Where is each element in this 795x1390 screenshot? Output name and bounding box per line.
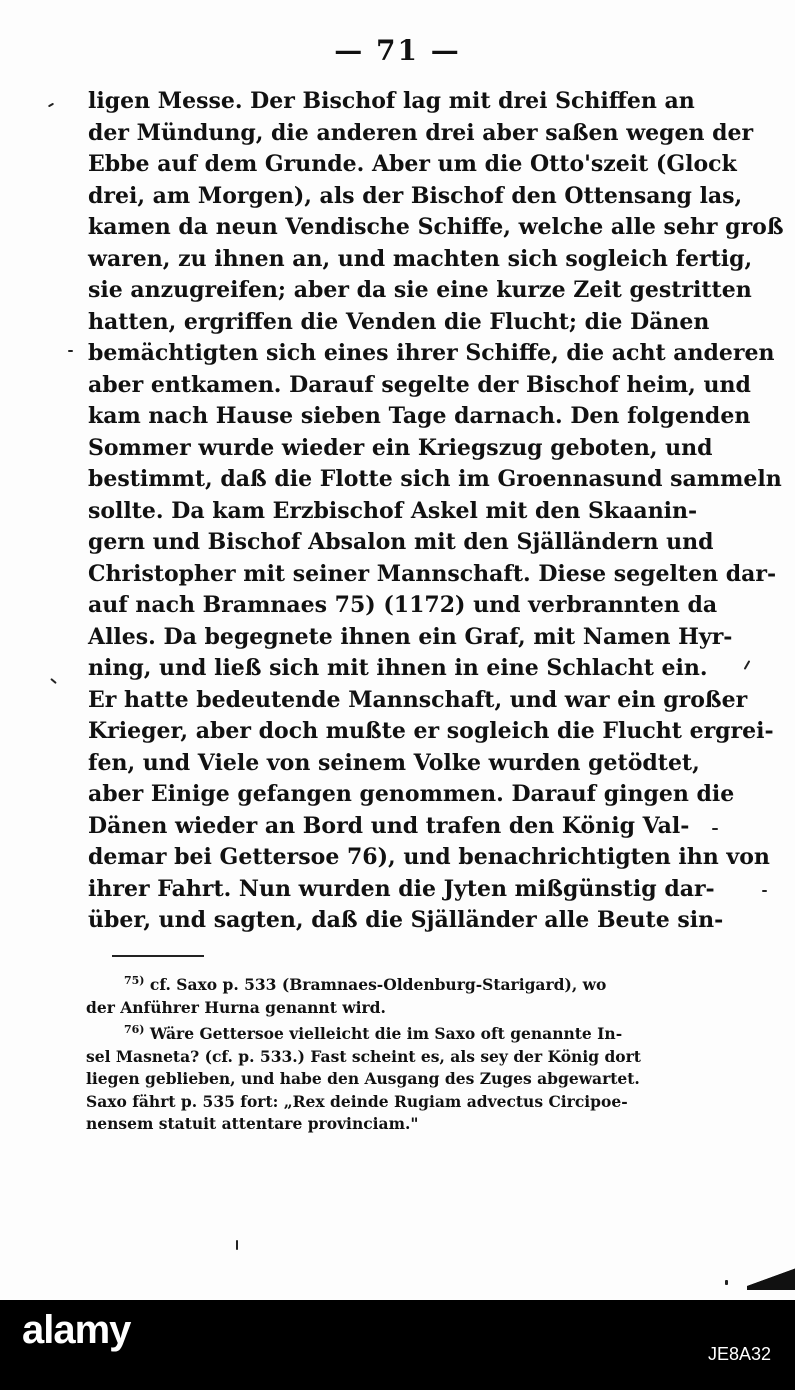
text-line: aber entkamen. Darauf segelte der Bischof heim, und <box>88 371 751 398</box>
text-line: fen, und Viele von seinem Volke wurden getödtet, <box>88 749 700 776</box>
text-line: Christopher mit seiner Mannschaft. Diese segelten dar- <box>88 560 777 587</box>
footnote-text: Wäre Gettersoe vielleicht die im Saxo oft genannte In- <box>149 1024 623 1044</box>
text-line: ihrer Fahrt. Nun wurden die Jyten mißgünstig dar- <box>88 875 715 902</box>
text-line: der Mündung, die anderen drei aber saßen wegen der <box>88 119 754 146</box>
footnote-separator <box>112 955 204 957</box>
scan-speck <box>762 890 767 892</box>
footnote-ref: 76) <box>124 1023 145 1037</box>
footnote-text: Saxo fährt p. 535 fort: „Rex deinde Rugiam advectus Circipoe- <box>86 1091 628 1111</box>
text-line: sollte. Da kam Erzbischof Askel mit den Skaanin- <box>88 497 698 524</box>
text-line: Sommer wurde wieder ein Kriegszug geboten, und <box>88 434 713 461</box>
text-line: kam nach Hause sieben Tage darnach. Den folgenden <box>88 403 751 429</box>
scan-speck <box>236 1240 238 1250</box>
scan-corner-shadow <box>747 1268 795 1290</box>
text-line: demar bei Gettersoe 76), und benachrichtigten ihn von <box>88 844 770 870</box>
text-line: Alles. Da begegnete ihnen ein Graf, mit Namen Hyr- <box>88 623 733 650</box>
watermark-image-id: JE8A32 <box>707 1344 771 1364</box>
text-line: sie anzugreifen; aber da sie eine kurze Zeit gestritten <box>88 277 752 303</box>
footnote-line <box>86 1019 662 1046</box>
body-text <box>88 86 784 937</box>
text-line: ning, und ließ sich mit ihnen in eine Schlacht ein. <box>88 655 708 681</box>
scan-speck <box>48 103 54 108</box>
text-line: Dänen wieder an Bord und trafen den König Val- <box>88 812 690 839</box>
footnote-text: cf. Saxo p. 533 (Bramnaes-Oldenburg-Starigard), wo <box>149 975 607 995</box>
footnote-text: sel Masneta? (cf. p. 533.) Fast scheint es, als sey der König dort <box>86 1046 641 1066</box>
footnote-line <box>86 1068 662 1091</box>
footnote-ref: 75) <box>124 974 145 987</box>
text-line: über, und sagten, daß die Själländer alle Beute sin- <box>88 907 724 933</box>
footnote-line <box>86 1046 662 1069</box>
text-line: drei, am Morgen), als der Bischof den Ottensang las, <box>88 182 743 209</box>
text-line: Krieger, aber doch mußte er sogleich die Flucht ergrei- <box>88 718 774 744</box>
footnote-line <box>86 997 662 1020</box>
footnote-text: liegen geblieben, und habe den Ausgang des Zuges abgewartet. <box>86 1069 640 1089</box>
footnote-text: der Anführer Hurna genannt wird. <box>86 997 386 1017</box>
text-line: Er hatte bedeutende Mannschaft, und war ein großer <box>88 686 748 713</box>
text-line: aber Einige gefangen genommen. Darauf gingen die <box>88 781 735 807</box>
footnotes <box>86 970 662 1136</box>
text-line: bestimmt, daß die Flotte sich im Groennasund sammeln <box>88 466 782 492</box>
scan-speck <box>744 660 751 670</box>
text-line: kamen da neun Vendische Schiffe, welche alle sehr groß <box>88 214 784 240</box>
scan-speck <box>725 1280 728 1285</box>
text-line: bemächtigten sich eines ihrer Schiffe, die acht anderen <box>88 340 775 366</box>
text-line: Ebbe auf dem Grunde. Aber um die Otto'szeit (Glock <box>88 151 737 177</box>
text-line: hatten, ergriffen die Venden die Flucht; die Dänen <box>88 308 710 335</box>
watermark-logo: alamy <box>22 1308 131 1352</box>
scan-speck <box>50 678 57 684</box>
footnote-text: nensem statuit attentare provinciam." <box>86 1114 419 1134</box>
text-line: waren, zu ihnen an, und machten sich sogleich fertig, <box>88 245 753 272</box>
footnote-line <box>86 970 662 997</box>
page-number: — 71 — <box>334 34 461 67</box>
scan-speck <box>712 828 718 830</box>
footnote-line <box>86 1113 662 1136</box>
scan-speck <box>68 350 73 352</box>
footnote-line <box>86 1091 662 1114</box>
text-line: gern und Bischof Absalon mit den Själländern und <box>88 529 714 555</box>
text-line: ligen Messe. Der Bischof lag mit drei Schiffen an <box>88 88 695 114</box>
text-line: auf nach Bramnaes 75) (1172) und verbrannten da <box>88 592 718 618</box>
